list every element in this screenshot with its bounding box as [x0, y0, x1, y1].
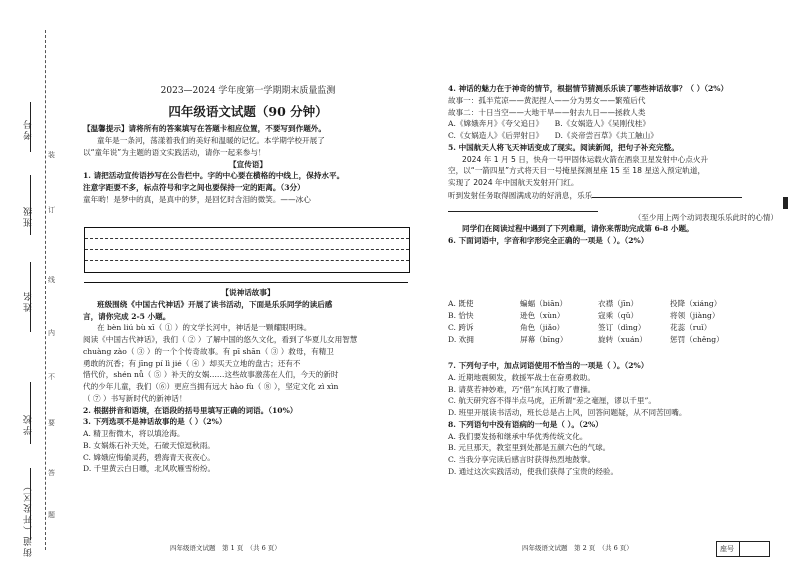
quote: 童年哟！是梦中的真，是真中的梦，是回忆时含泪的微笑。——冰心 [83, 194, 311, 204]
q4-options-cd[interactable]: C.《女娲造人》《后羿射日》 D.《炎帝尝百草》《共工触山》 [448, 131, 658, 141]
q2: 2. 根据拼音和语境，在语段的括号里填写正确的词语。（10%） [83, 405, 298, 415]
copy-writing-box[interactable] [84, 227, 410, 273]
q6-row-a[interactable]: A. 既使 蝙蝠（biān） 衣襟（jīn） 投降（xiáng） [448, 299, 722, 308]
passage-line: （ ⑦ ）书写新时代的新神话！ [83, 393, 187, 403]
box-bottom-rule [84, 282, 408, 283]
q3-option-d[interactable]: D. 千里黄云白日曛，北风吹雁雪纷纷。 [83, 464, 216, 474]
district-underline[interactable] [30, 468, 31, 540]
seat-number-box[interactable] [716, 541, 770, 557]
intro-line: 以“童年说”为主题的语文实践活动，请你一起来参与！ [83, 147, 266, 157]
tip: 【温馨提示】请将所有的答案填写在答题卡相应位置，不要写到作题外。 [83, 124, 326, 134]
name-underline[interactable] [30, 262, 31, 332]
q6-row-c[interactable]: C. 跨诉 角色（jiǎo） 签订（dìng） 花蕊（ruǐ） [448, 323, 712, 332]
intro3: 同学们在阅读过程中遇到了下列难题，请你来帮助完成第 6-8 小题。 [462, 224, 694, 234]
left-column [83, 85, 413, 206]
q3-option-c[interactable]: C. 嫦娥应悔偷灵药，碧海青天夜夜心。 [83, 452, 215, 462]
binding-char: 要 [48, 419, 55, 427]
intro2-line: 言，请你完成 2-5 小题。 [83, 311, 171, 321]
binding-char: 题 [48, 511, 55, 519]
q4-story: 故事一：孤半荒凉——黄泥捏人——分为男女——繁殖后代 [448, 95, 646, 105]
exam-number-underline[interactable] [30, 102, 31, 152]
q3-option-b[interactable]: B. 女娲炼石补天处，石破天惊逗秋雨。 [83, 440, 215, 450]
passage-line: 阅读《中国古代神话》，我们（ ② ）了解中国的悠久文化，看到了华夏儿女用智慧 [83, 335, 358, 345]
section-slogan: 【宣传语】 [229, 159, 267, 169]
right-column [448, 83, 778, 247]
binding-char: 装 [48, 151, 55, 159]
binding-margin [0, 0, 58, 561]
intro-line: 童年是一条河，荡漾着我们的美好和温暖的记忆。本学期学校开展了 [97, 136, 325, 146]
intro2-line: 班级围绕《中国古代神话》开展了读书活动，下面是乐乐同学的读后感 [97, 299, 333, 309]
q7-option-a[interactable]: A. 近期地震频发，救援军战士在奋勇救助。 [448, 372, 595, 382]
district-label: 街道（开发区） [24, 480, 34, 557]
scan-mark [783, 197, 788, 209]
binding-char: 订 [48, 206, 55, 214]
binding-char: 线 [48, 276, 55, 284]
news-line: 实现了 2024 年中国航天发射开门红。 [448, 178, 579, 188]
q1-line: 注意字距要不多，标点符号和字之间也要保持一定的距离。（3分） [83, 183, 305, 193]
q8-option-a[interactable]: A. 我们要发扬和继承中华优秀传统文化。 [448, 431, 588, 441]
q3-option-a[interactable]: A. 精卫衔微木，将以填沧海。 [83, 429, 185, 439]
q8-option-b[interactable]: B. 元旦那天，教室里到处都是五颜六色的气球。 [448, 443, 611, 453]
q6-row-d[interactable]: D. 欢拥 屏幕（bīng） 旋转（xuán） 惩罚（chěng） [448, 335, 724, 344]
left-column-lower [83, 287, 413, 475]
passage-line: 惜代价，shén nǚ（ ⑤ ）补天的女娲……这些故事激荡在人们，今天的新时 [83, 370, 339, 380]
seat-label: 座号 [720, 545, 734, 553]
q7: 7. 下列句子中，加点词语使用不恰当的一项是（ ）。（2%） [448, 361, 649, 370]
passage-line: 代的少年儿童，我们（⑥）更应当拥有远大 hào fù（ ⑧ ），坚定文化 zì xìn [83, 382, 339, 392]
exam-subject: 四年级语文试题（90 分钟） [168, 103, 328, 119]
q1-line: 1. 请把活动宣传语抄写在公告栏中。字的中心要在横格的中线上，保持水平。 [83, 171, 345, 181]
page2-footer: 四年级语文试题 第 2 页 （共 6 页） [522, 544, 633, 552]
q8: 8. 下列语句中没有语病的一句是（ ）。（2%） [448, 419, 603, 429]
passage-line: 在 bèn liú bù xī（ ① ）的文学长河中，神话是一颗耀眼明珠。 [97, 323, 312, 333]
exam-title: 2023—2024 学年度第一学期期末质量监测 [160, 86, 336, 96]
binding-char: 内 [48, 329, 55, 337]
passage-line: chuàng zào（ ③ ）的一个个传奇故事。有 pī shān（ ③ ）救母，有精卫 [83, 346, 334, 356]
binding-char: 不 [48, 373, 55, 381]
q7-option-b[interactable]: B. 请莫若神妙难，巧“借”东风打败了曹操。 [448, 384, 596, 394]
q5-answer-line[interactable] [592, 189, 742, 198]
q6-options [448, 298, 778, 346]
dashed-binding-line [45, 30, 46, 550]
class-label: 班级 [24, 205, 34, 227]
news-line: 2024 年 1 月 5 日，快舟一号甲固体运载火箭在酒泉卫星发射中心点火升 [462, 154, 709, 164]
q6: 6. 下面词语中，字音和字形完全正确的一项是（ ）。（2%） [448, 236, 649, 246]
q4-options-ab[interactable]: A.《嫦娥奔月》《夸父追日》 B.《女娲造人》《吴刚伐桂》 [448, 119, 650, 129]
name-label: 姓名 [24, 290, 34, 312]
q5-fill-text: 听到发射任务取得圆满成功的好消息，乐乐 [448, 190, 593, 200]
q3: 3. 下列选项不是神话故事的是（ ）（2%） [83, 417, 227, 427]
q7-option-d[interactable]: D. 班里开展读书活动，班长总是占上风，回答问题疑，从不同苦回嘴。 [448, 408, 687, 418]
writing-guideline [85, 249, 409, 250]
passage-line: 勇敢的沉香；有 jīng pí lì jié（ ④ ）却买天立地的盘古；还有不 [83, 358, 301, 368]
q8-option-c[interactable]: C. 当我分享完读后感言时获得热烈地鼓掌。 [448, 455, 596, 465]
q7-option-c[interactable]: C. 航天研究容不得半点马虎，正所谓“差之毫厘，谬以千里”。 [448, 396, 656, 406]
q8-option-d[interactable]: D. 通过这次实践活动，使我们获得了宝贵的经验。 [448, 466, 619, 476]
news-line: 空，以“一箭四星”方式将天目一号掩星探测星座 15 至 18 星送入预定轨道， [448, 166, 706, 176]
q4: 4. 神话的魅力在于神奇的情节，根据情节猜测乐乐读了哪些神话故事？（ ）（2%） [448, 84, 729, 93]
page1-footer: 四年级语文试题 第 1 页 （共 6 页） [170, 544, 281, 552]
q4-story: 故事二：十日当空——大地干旱——射去九日——拯救人类 [448, 107, 646, 117]
right-column-lower [448, 360, 778, 478]
q5-answer-line-2[interactable] [448, 202, 598, 212]
q5-hint: （至少用上两个动词表现乐乐此时的心情） [633, 212, 778, 222]
school-underline[interactable] [30, 382, 31, 444]
q5-fill [448, 189, 778, 202]
school-label: 学校 [24, 413, 34, 435]
q5: 5. 中国航天人将飞天神话变成了现实。阅读新闻，把句子补充完整。 [448, 142, 679, 152]
writing-guideline [85, 238, 409, 239]
class-underline[interactable] [30, 175, 31, 235]
binding-char: 答 [48, 469, 55, 477]
q6-row-b[interactable]: B. 恰快 逊色（xùn） 寇乘（qǔ） 将领（jiàng） [448, 311, 720, 320]
exam-number-label: 考号 [24, 118, 34, 140]
writing-guideline [85, 260, 409, 261]
section-myth: 【说神话故事】 [221, 288, 275, 297]
